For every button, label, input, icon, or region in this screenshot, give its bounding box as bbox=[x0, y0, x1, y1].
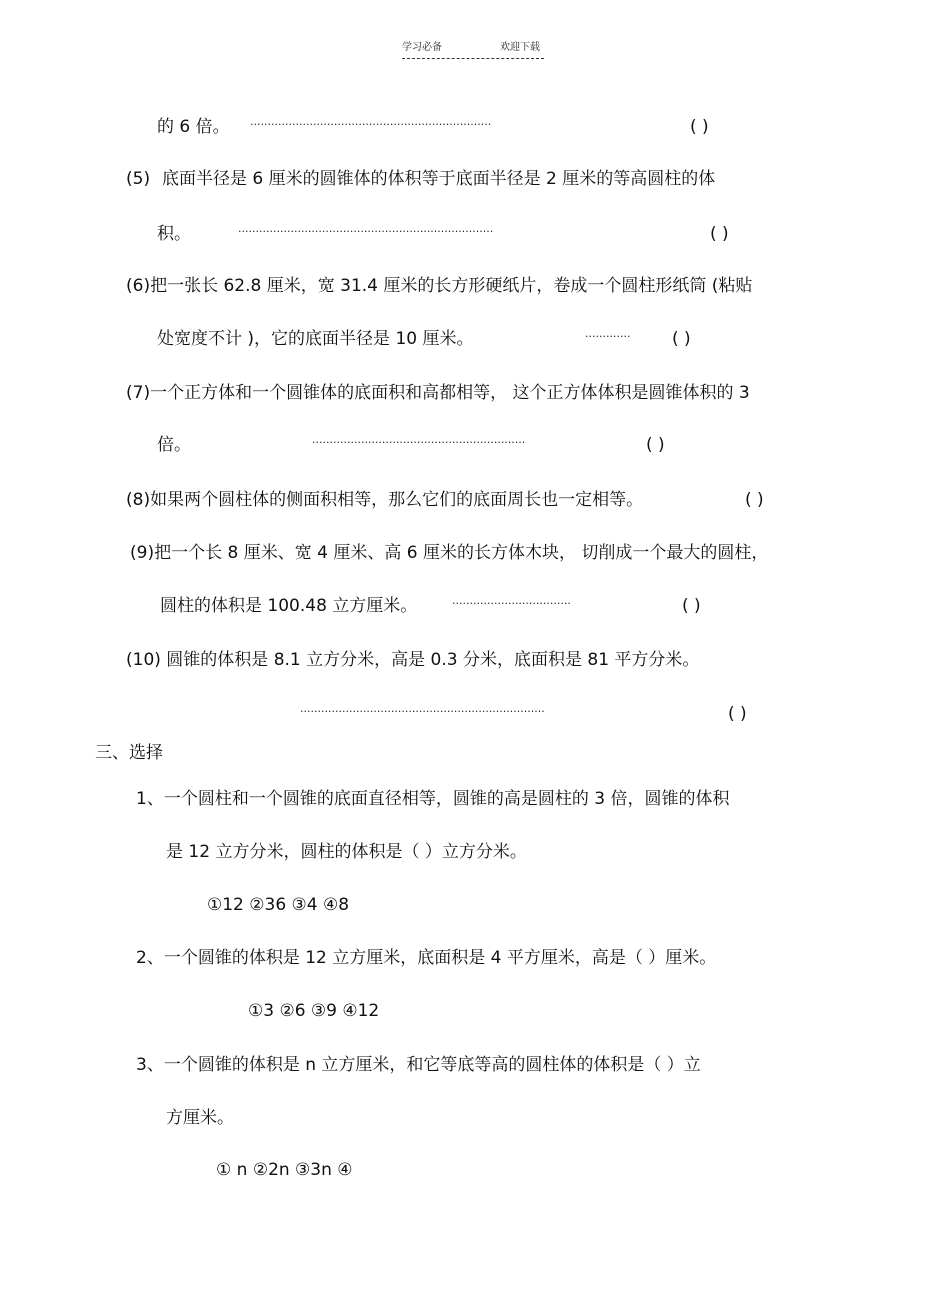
item6-dots: ············· bbox=[585, 330, 631, 343]
q2-text-line1: 2、一个圆锥的体积是 12 立方厘米，底面积是 4 平方厘米，高是（ ）厘米。 bbox=[136, 948, 717, 968]
q2-options: ①3 ②6 ③9 ④12 bbox=[248, 1001, 380, 1021]
item5-continuation: 积。 bbox=[157, 224, 191, 244]
q1-text-line2: 是 12 立方分米，圆柱的体积是（ ）立方分米。 bbox=[166, 842, 527, 862]
item7-continuation: 倍。 bbox=[157, 435, 191, 455]
item9-text: (9)把一个长 8 厘米、宽 4 厘米、高 6 厘米的长方体木块， 切削成一个最大的圆柱， bbox=[130, 543, 769, 563]
q1-text-line1: 1、一个圆柱和一个圆锥的底面直径相等，圆锥的高是圆柱的 3 倍，圆锥的体积 bbox=[136, 789, 730, 809]
item8-answer-paren: ( ) bbox=[745, 490, 764, 510]
item4-dots: ····································································· bbox=[250, 118, 492, 131]
q3-text-line2: 方厘米。 bbox=[166, 1108, 234, 1128]
item6-answer-paren: ( ) bbox=[672, 329, 691, 349]
header-right-text: 欢迎下载 bbox=[500, 42, 540, 53]
section-title: 三、选择 bbox=[95, 743, 163, 763]
item7-text: (7)一个正方体和一个圆锥体的底面积和高都相等， 这个正方体体积是圆锥体积的 3 bbox=[126, 383, 750, 403]
item4-continuation: 的 6 倍。 bbox=[157, 117, 230, 137]
item7-answer-paren: ( ) bbox=[646, 435, 665, 455]
item10-text: (10) 圆锥的体积是 8.1 立方分米，高是 0.3 分米，底面积是 81 平方分米。 bbox=[126, 650, 700, 670]
q3-options: ① n ②2n ③3n ④ bbox=[216, 1160, 353, 1180]
q1-options: ①12 ②36 ③4 ④8 bbox=[207, 895, 350, 915]
item7-dots: ····························································· bbox=[312, 436, 526, 449]
item4-answer-paren: ( ) bbox=[690, 117, 709, 137]
item8-text: (8)如果两个圆柱体的侧面积相等，那么它们的底面周长也一定相等。 bbox=[126, 490, 644, 510]
header-divider bbox=[402, 58, 544, 59]
item6-text: (6)把一张长 62.8 厘米，宽 31.4 厘米的长方形硬纸片，卷成一个圆柱形纸筒 (粘贴 bbox=[126, 276, 753, 296]
item6-continuation: 处宽度不计 )，它的底面半径是 10 厘米。 bbox=[157, 329, 474, 349]
item5-text: 底面半径是 6 厘米的圆锥体的体积等于底面半径是 2 厘米的等高圆柱的体 bbox=[162, 169, 716, 189]
q3-text-line1: 3、一个圆锥的体积是 n 立方厘米，和它等底等高的圆柱体的体积是（ ）立 bbox=[136, 1055, 701, 1075]
item9-dots: ·································· bbox=[452, 597, 571, 610]
item10-answer-paren: ( ) bbox=[728, 704, 747, 724]
item5-dots: ········································································· bbox=[238, 225, 494, 238]
header-left-text: 学习必备 bbox=[402, 42, 442, 53]
item9-continuation: 圆柱的体积是 100.48 立方厘米。 bbox=[160, 596, 418, 616]
item10-dots: ······································································ bbox=[300, 705, 545, 718]
item5-answer-paren: ( ) bbox=[710, 224, 729, 244]
item9-answer-paren: ( ) bbox=[682, 596, 701, 616]
item5-number: (5) bbox=[126, 169, 151, 189]
